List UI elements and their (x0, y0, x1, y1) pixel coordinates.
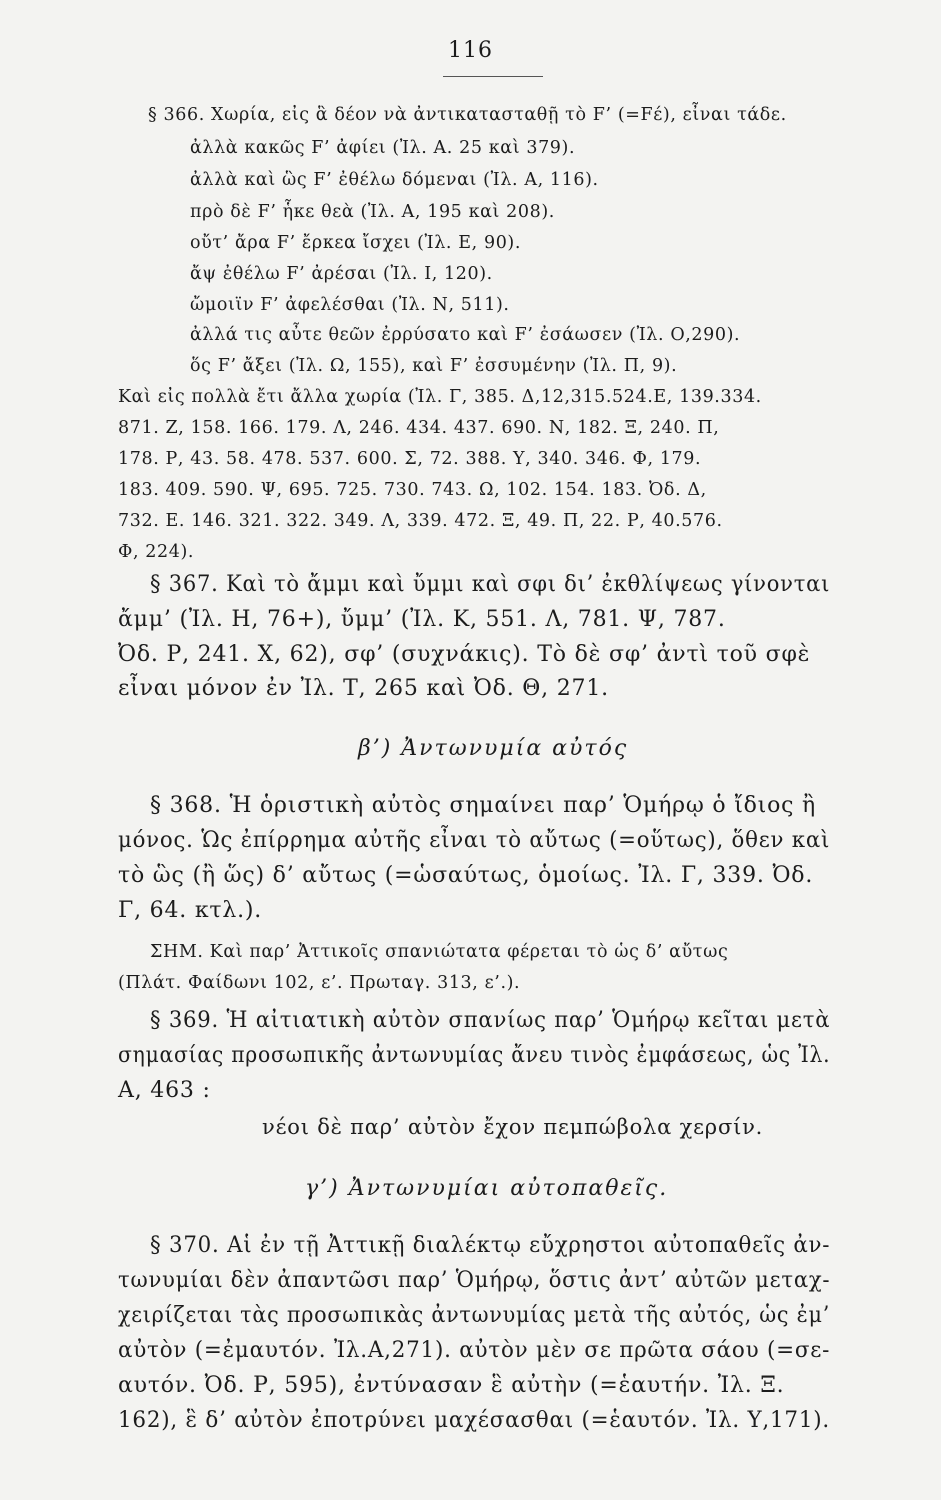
text-line: ΣΗΜ. Καὶ παρ’ Ἀττικοῖς σπανιώτατα φέρεται τὸ ὡς δ’ αὔτως (150, 942, 729, 962)
text-line: § 369. Ἡ αἰτιατικὴ αὐτὸν σπανίως παρ’ Ὁμήρῳ κεῖται μετὰ (150, 1008, 831, 1033)
text-line: Α, 463 : (118, 1078, 211, 1103)
text-line: 871. Ζ, 158. 166. 179. Λ, 246. 434. 437. 690. Ν, 182. Ξ, 240. Π, (118, 418, 720, 438)
text-line: ἀλλά τις αὖτε θεῶν ἐρρύσατο καὶ F’ ἐσάωσεν (Ἰλ. Ο,290). (190, 325, 741, 345)
text-line: § 366. Χωρία, εἰς ἃ δέον νὰ ἀντικατασταθῇ τὸ F’ (=Fέ), εἶναι τάδε. (148, 105, 787, 125)
text-line: β’) Ἀντωνυμία αὐτός (358, 736, 629, 761)
text-line: αυτόν. Ὀδ. Ρ, 595), ἐντύνασαν ἓ αὐτὴν (=ἑαυτήν. Ἰλ. Ξ. (118, 1373, 785, 1398)
text-line: 178. Ρ, 43. 58. 478. 537. 600. Σ, 72. 388. Υ, 340. 346. Φ, 179. (118, 449, 702, 469)
text-line: ἄμμ’ (Ἰλ. Η, 76+), ὔμμ’ (Ἰλ. Κ, 551. Λ, 781. Ψ, 787. (118, 607, 726, 632)
text-line: ὤμοιϊν F’ ἀφελέσθαι (Ἰλ. Ν, 511). (190, 295, 510, 315)
header-rule (443, 76, 543, 77)
text-line: ἀλλὰ καὶ ὣς F’ ἐθέλω δόμεναι (Ἰλ. Α, 116). (190, 170, 599, 190)
text-line: ἄψ ἐθέλω F’ ἀρέσαι (Ἰλ. Ι, 120). (190, 264, 493, 284)
text-line: ἀλλὰ κακῶς F’ ἀφίει (Ἰλ. Α. 25 καὶ 379). (190, 138, 576, 158)
text-line: γ’) Ἀντωνυμίαι αὐτοπαθεῖς. (305, 1176, 669, 1201)
text-line: Φ, 224). (118, 542, 195, 562)
text-line: χειρίζεται τὰς προσωπικὰς ἀντωνυμίας μετὰ τῆς αὐτός, ὡς ἐμ’ (118, 1303, 831, 1328)
text-line: μόνος. Ὡς ἐπίρρημα αὐτῆς εἶναι τὸ αὔτως (=οὕτως), ὅθεν καὶ (118, 828, 831, 853)
text-line: τωνυμίαι δὲν ἀπαντῶσι παρ’ Ὁμήρῳ, ὅστις ἀντ’ αὐτῶν μεταχ- (118, 1268, 831, 1293)
text-line: νέοι δὲ παρ’ αὐτὸν ἔχον πεμπώβολα χερσίν. (262, 1115, 764, 1139)
text-line: πρὸ δὲ F’ ἧκε θεὰ (Ἰλ. Α, 195 καὶ 208). (190, 202, 555, 222)
text-line: Ὀδ. Ρ, 241. Χ, 62), σφ’ (συχνάκις). Τὸ δὲ σφ’ ἀντὶ τοῦ σφὲ (118, 642, 811, 667)
text-line: τὸ ὣς (ἢ ὥς) δ’ αὔτως (=ὡσαύτως, ὁμοίως. Ἰλ. Γ, 339. Ὀδ. (118, 863, 814, 888)
text-line: σημασίας προσωπικῆς ἀντωνυμίας ἄνευ τινὸς ἐμφάσεως, ὡς Ἰλ. (118, 1043, 831, 1068)
text-line: Καὶ εἰς πολλὰ ἔτι ἄλλα χωρία (Ἰλ. Γ, 385. Δ,12,315.524.Ε, 139.334. (118, 387, 762, 407)
text-line: ὅς F’ ἄξει (Ἰλ. Ω, 155), καὶ F’ ἐσσυμένην (Ἰλ. Π, 9). (190, 356, 678, 376)
text-line: § 370. Αἱ ἐν τῇ Ἀττικῇ διαλέκτῳ εὔχρηστοι αὐτοπαθεῖς ἀν- (150, 1233, 831, 1258)
text-line: 183. 409. 590. Ψ, 695. 725. 730. 743. Ω, 102. 154. 183. Ὀδ. Δ, (118, 480, 707, 500)
text-line: 732. Ε. 146. 321. 322. 349. Λ, 339. 472. Ξ, 49. Π, 22. Ρ, 40.576. (118, 511, 723, 531)
text-line: αὐτὸν (=ἐμαυτόν. Ἰλ.Α,271). αὐτὸν μὲν σε πρῶτα σάου (=σε- (118, 1338, 831, 1363)
text-line: οὔτ’ ἄρα F’ ἔρκεα ἴσχει (Ἰλ. Ε, 90). (190, 233, 522, 253)
text-line: εἶναι μόνον ἐν Ἰλ. Τ, 265 καὶ Ὀδ. Θ, 271. (118, 676, 609, 701)
page-number: 116 (448, 38, 493, 63)
text-line: § 368. Ἡ ὁριστικὴ αὐτὸς σημαίνει παρ’ Ὁμήρῳ ὁ ἴδιος ἢ (150, 793, 817, 818)
text-line: Γ, 64. κτλ.). (118, 898, 263, 923)
text-line: § 367. Καὶ τὸ ἄμμι καὶ ὔμμι καὶ σφι δι’ ἐκθλίψεως γίνονται (150, 572, 831, 597)
text-line: 162), ἓ δ’ αὐτὸν ἐποτρύνει μαχέσασθαι (=ἑαυτόν. Ἰλ. Υ,171). (118, 1408, 830, 1433)
text-line: (Πλάτ. Φαίδωνι 102, ε’. Πρωταγ. 313, ε’.). (118, 973, 521, 993)
